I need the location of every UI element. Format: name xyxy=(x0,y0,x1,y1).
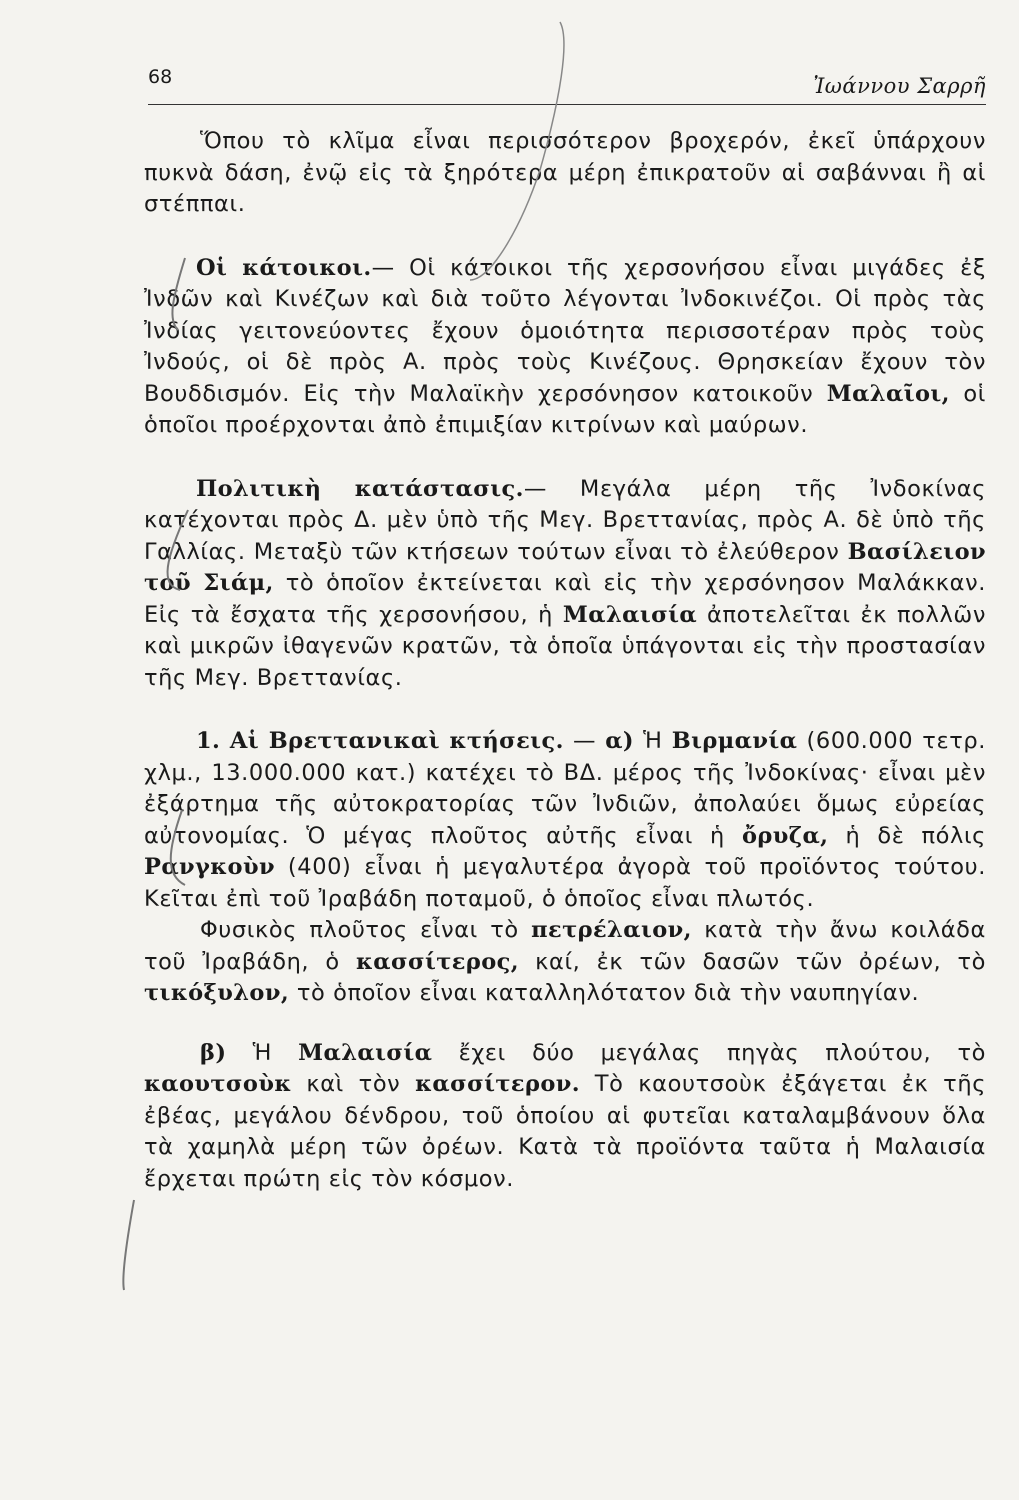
wealth-text-1: Φυσικὸς πλοῦτος εἶναι τὸ xyxy=(200,917,532,943)
inhabitants-text-1: — Οἱ κάτοικοι τῆς χερσονήσου εἶναι μιγάδες ἐξ Ἰνδῶν καὶ Κινέζων καὶ διὰ τοῦτο λέγονται Ἰνδοκινέζοι. Οἱ πρὸς τὰς Ἰνδίας γειτονεύοντες ἔχουν ὁμοιότητα περισσοτέραν πρὸς τοὺς Ἰνδούς, οἱ δὲ πρὸς Α. πρὸς τοὺς Κινέζους. Θρησκείαν ἔχουν τὸν Βουδδισμόν. Εἰς τὴν Μαλαϊκὴν χερσόνησον κατοικοῦν xyxy=(144,254,986,407)
wealth-text-3: καί, ἐκ τῶν δασῶν τῶν ὀρέων, τὸ xyxy=(518,948,986,975)
political-text-2: τὸ ὁποῖον ἐκτείνεται καὶ εἰς τὴν χερσόνησον Μαλάκκαν. Εἰς τὰ ἔσχατα τῆς χερσονήσου, ἡ xyxy=(144,570,986,628)
political-bold-siam: Βασίλειον τοῦ Σιάμ, xyxy=(144,538,986,596)
heading-british-possessions: 1. Αἱ Βρεττανικαὶ κτήσεις. xyxy=(196,728,564,754)
paragraph-natural-wealth xyxy=(144,915,986,1010)
wealth-text-2: κατὰ τὴν ἄνω κοιλάδα τοῦ Ἰραβάδη, ὁ xyxy=(144,917,986,975)
malaysia-bold-rubber: καουτσοὺκ xyxy=(144,1071,292,1097)
british-text-4: ἡ δὲ πόλις xyxy=(828,822,986,849)
malaysia-bold-tin: κασσίτερον. xyxy=(415,1071,581,1097)
inhabitants-text-2: οἱ ὁποῖοι προέρχονται ἀπὸ ἐπιμιξίαν κιτρίνων καὶ μαύρων. xyxy=(144,380,986,438)
malaysia-text-4: Τὸ καουτσοὺκ ἐξάγεται ἐκ τῆς ἐβέας, μεγάλου δένδρου, τοῦ ὁποίου αἱ φυτεῖαι καταλαμβάνουν ὅλα τὰ χαμηλὰ μέρη τῶν ὀρέων. Κατὰ τὰ προϊόντα ταῦτα ἡ Μαλαισία ἔρχεται πρώτη εἰς τὸν κόσμον. xyxy=(144,1071,986,1192)
wealth-bold-petroleum: πετρέλαιον, xyxy=(531,917,692,943)
political-bold-malaysia: Μαλαισία xyxy=(562,601,698,628)
paragraph-inhabitants xyxy=(144,253,986,442)
heading-inhabitants: Οἱ κάτοικοι. xyxy=(196,254,372,281)
paragraph-political xyxy=(144,474,986,695)
british-bold-rangoon: Ρανγκοὺν xyxy=(144,854,275,880)
malaysia-bold-b: β) xyxy=(200,1039,227,1066)
running-head: Ἰωάννου Σαρρῆ xyxy=(813,74,986,98)
british-bold-a: α) xyxy=(605,728,634,754)
malaysia-text-3: καὶ τὸν xyxy=(291,1071,416,1097)
british-bold-burma: Βιρμανία xyxy=(671,728,798,754)
political-text-3: ἀποτελεῖται ἐκ πολλῶν καὶ μικρῶν ἰθαγενῶν κρατῶν, τὰ ὁποῖα ὑπάγονται εἰς τὴν προστασίαν τῆς Μεγ. Βρεττανίας. xyxy=(144,601,986,691)
malaysia-text-2: ἔχει δύο μεγάλας πηγὰς πλούτου, τὸ xyxy=(432,1039,986,1066)
british-text-5: (400) εἶναι ἡ μεγαλυτέρα ἀγορὰ τοῦ προϊόντος τούτου. Κεῖται ἐπὶ τοῦ Ἰραβάδη ποταμοῦ, ὁ ὁποῖος εἶναι πλωτός. xyxy=(144,854,986,912)
page-number: 68 xyxy=(148,66,173,88)
british-text-2: Ἡ xyxy=(633,728,672,754)
heading-political: Πολιτικὴ κατάστασις. xyxy=(196,475,524,502)
wealth-bold-teak: τικόξυλον, xyxy=(144,980,290,1006)
political-text-1: — Μεγάλα μέρη τῆς Ἰνδοκίνας κατέχονται πρὸς Δ. μὲν ὑπὸ τῆς Μεγ. Βρεττανίας, πρὸς Α. δὲ ὑπὸ τῆς Γαλλίας. Μεταξὺ τῶν κτήσεων τούτων εἶναι τὸ ἐλεύθερον xyxy=(144,475,987,565)
wealth-text-4: τὸ ὁποῖον εἶναι καταλληλότατον διὰ τὴν ναυπηγίαν. xyxy=(289,980,920,1006)
malaysia-bold-malaysia: Μαλαισία xyxy=(298,1039,433,1066)
pencil-mark-malaysia xyxy=(123,1200,134,1290)
inhabitants-bold-malays: Μαλαῖοι, xyxy=(826,380,950,407)
british-bold-rice: ὄρυζα, xyxy=(741,822,829,849)
british-text-3: (600.000 τετρ. χλμ., 13.000.000 κατ.) κατέχει τὸ ΒΔ. μέρος τῆς Ἰνδοκίνας· εἶναι μὲν ἐξάρτημα τῆς αὐτοκρατορίας τῶν Ἰνδιῶν, ἀπολαύει ὅμως εὐρείας αὐτονομίας. Ὁ μέγας πλοῦτος αὐτῆς εἶναι ἡ xyxy=(144,728,986,849)
body-text xyxy=(144,126,986,1195)
paragraph-climate: Ὅπου τὸ κλῖμα εἶναι περισσότερον βροχερόν, ἐκεῖ ὑπάρχουν πυκνὰ δάση, ἐνῷ εἰς τὰ ξηρότερα μέρη ἐπικρατοῦν αἱ σαβάνναι ἢ αἱ στέππαι. xyxy=(144,128,986,217)
british-text-1: — xyxy=(563,728,606,754)
malaysia-text-1: Ἡ xyxy=(226,1039,299,1066)
paragraph-malaysia xyxy=(144,1038,986,1196)
wealth-bold-tin: κασσίτερος, xyxy=(355,948,519,975)
header-rule xyxy=(148,104,986,105)
page-header xyxy=(148,66,986,106)
paragraph-british-possessions xyxy=(144,726,986,915)
